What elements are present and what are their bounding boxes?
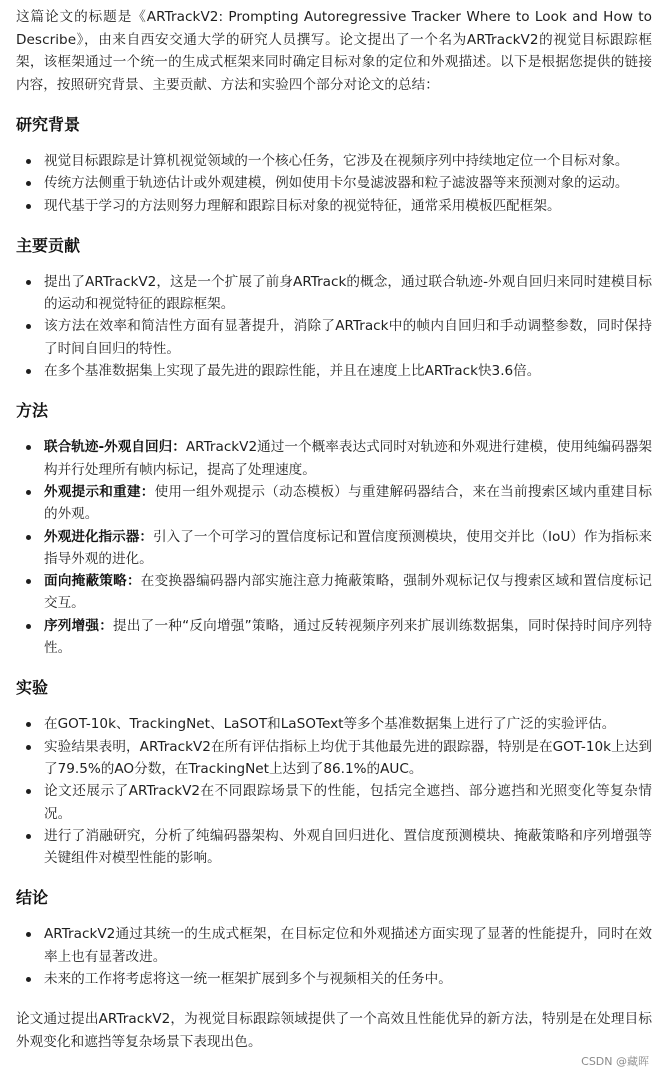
list-item (16, 481, 652, 526)
bullet-icon (26, 159, 31, 164)
intro-paragraph: 这篇论文的标题是《ARTrackV2: Prompting Autoregressive Tracker Where to Look and How to Describe》，由来自西安交通大学的研究人员撰写。论文提出了一个名为ARTrackV2的视觉目标跟踪框架，该框架通过一个统一的生成式框架来同时确定目标对象的定位和外观描述。以下是根据您提供的链接内容，按照研究背景、主要贡献、方法和实验四个部分对论文的总结： (16, 9, 652, 93)
bullet-icon (26, 445, 31, 450)
method-term-separator: ： (140, 483, 155, 500)
closing-paragraph: 论文通过提出ARTrackV2，为视觉目标跟踪领域提供了一个高效且性能优异的新方法，特别是在处理目标外观变化和遮挡等复杂场景下表现出色。 (16, 1011, 652, 1050)
list-item (16, 825, 652, 870)
method-list (16, 436, 652, 659)
bullet-icon (26, 579, 31, 584)
experiments-list (16, 713, 652, 869)
method-term: 外观提示和重建 (44, 483, 141, 500)
list-item (16, 436, 652, 481)
bullet-icon (26, 834, 31, 839)
bullet-icon (26, 204, 31, 209)
list-item (16, 271, 652, 316)
list-item-text: 在GOT-10k、TrackingNet、LaSOT和LaSOText等多个基准数据集上进行了广泛的实验评估。 (44, 716, 616, 733)
list-item (16, 526, 652, 571)
article (16, 6, 652, 1053)
method-description: 提出了一种“反向增强”策略，通过反转视频序列来扩展训练数据集，同时保持时间序列特性。 (44, 617, 653, 657)
bullet-icon (26, 932, 31, 937)
method-term: 外观进化指示器 (44, 528, 140, 545)
bullet-icon (26, 789, 31, 794)
section-title-background: 研究背景 (16, 115, 81, 134)
bullet-icon (26, 624, 31, 629)
bullet-icon (26, 722, 31, 727)
watermark: CSDN @藏晖 (581, 1055, 649, 1068)
list-item-text: 视觉目标跟踪是计算机视觉领域的一个核心任务，它涉及在视频序列中持续地定位一个目标对象。 (44, 153, 629, 169)
method-term: 序列增强 (44, 617, 100, 634)
method-term-separator: ： (139, 528, 153, 545)
list-item-text: 在多个基准数据集上实现了最先进的跟踪性能，并且在速度上比ARTrack快3.6倍。 (44, 363, 541, 380)
list-item-text: 该方法在效率和简洁性方面有显著提升，消除了ARTrack中的帧内自回归和手动调整参数，同时保持了时间自回归的特性。 (44, 318, 652, 357)
background-list (16, 150, 652, 217)
list-item-text: 实验结果表明，ARTrackV2在所有评估指标上均优于其他最先进的跟踪器，特别是在GOT-10k上达到了79.5%的AO分数，在TrackingNet上达到了86.1%的AUC。 (44, 738, 652, 777)
method-term-separator: ： (172, 439, 186, 456)
bullet-icon (26, 977, 31, 982)
method-term-separator: ： (126, 573, 141, 590)
list-item (16, 195, 652, 217)
section-title-experiments: 实验 (16, 678, 49, 698)
list-item-text: 进行了消融研究，分析了纯编码器架构、外观自回归进化、置信度预测模块、掩蔽策略和序列增强等关键组件对模型性能的影响。 (44, 827, 652, 867)
list-item-text: 传统方法侧重于轨迹估计或外观建模，例如使用卡尔曼滤波器和粒子滤波器等来预测对象的运动。 (44, 175, 629, 192)
section-title-conclusion: 结论 (16, 888, 49, 908)
method-term: 联合轨迹-外观自回归 (44, 439, 173, 456)
bullet-icon (26, 280, 31, 285)
method-description: 引入了一个可学习的置信度标记和置信度预测模块，使用交并比（IoU）作为指标来指导外观的进化。 (44, 528, 653, 567)
section-title-method: 方法 (16, 401, 49, 421)
bullet-icon (26, 369, 31, 374)
list-item (16, 968, 652, 990)
list-item-text: ARTrackV2通过其统一的生成式框架，在目标定位和外观描述方面实现了显著的性能提升，同时在效率上也有显著改进。 (44, 926, 652, 965)
conclusion-list (16, 923, 652, 990)
list-item (16, 713, 652, 735)
list-item (16, 172, 652, 194)
list-item (16, 615, 652, 660)
list-item-text: 论文还展示了ARTrackV2在不同跟踪场景下的性能，包括完全遮挡、部分遮挡和光照变化等复杂情况。 (44, 783, 652, 822)
section-title-contributions: 主要贡献 (16, 235, 81, 255)
list-item-text: 提出了ARTrackV2，这是一个扩展了前身ARTrack的概念，通过联合轨迹-外观自回归来同时建模目标的运动和视觉特征的跟踪框架。 (44, 273, 652, 313)
method-description: 使用一组外观提示（动态模板）与重建解码器结合，来在当前搜索区域内重建目标的外观。 (44, 483, 653, 523)
bullet-icon (26, 745, 31, 750)
method-description: ARTrackV2通过一个概率表达式同时对轨迹和外观进行建模，使用纯编码器架构并行处理所有帧内标记，提高了处理速度。 (44, 439, 652, 478)
method-term-separator: ： (99, 617, 114, 634)
list-item (16, 315, 652, 360)
bullet-icon (26, 181, 31, 186)
list-item-text: 未来的工作将考虑将这一统一框架扩展到多个与视频相关的任务中。 (44, 971, 452, 988)
list-item (16, 923, 652, 968)
list-item (16, 150, 652, 172)
list-item (16, 780, 652, 825)
method-description: 在变换器编码器内部实施注意力掩蔽策略，强制外观标记仅与搜索区域和置信度标记交互。 (44, 573, 653, 612)
list-item-text: 现代基于学习的方法则努力理解和跟踪目标对象的视觉特征，通常采用模板匹配框架。 (44, 197, 561, 214)
list-item (16, 736, 652, 781)
bullet-icon (26, 535, 31, 540)
bullet-icon (26, 324, 31, 329)
contributions-list (16, 271, 652, 382)
bullet-icon (26, 490, 31, 495)
list-item (16, 360, 652, 382)
list-item (16, 570, 652, 615)
method-term: 面向掩蔽策略 (44, 573, 127, 590)
